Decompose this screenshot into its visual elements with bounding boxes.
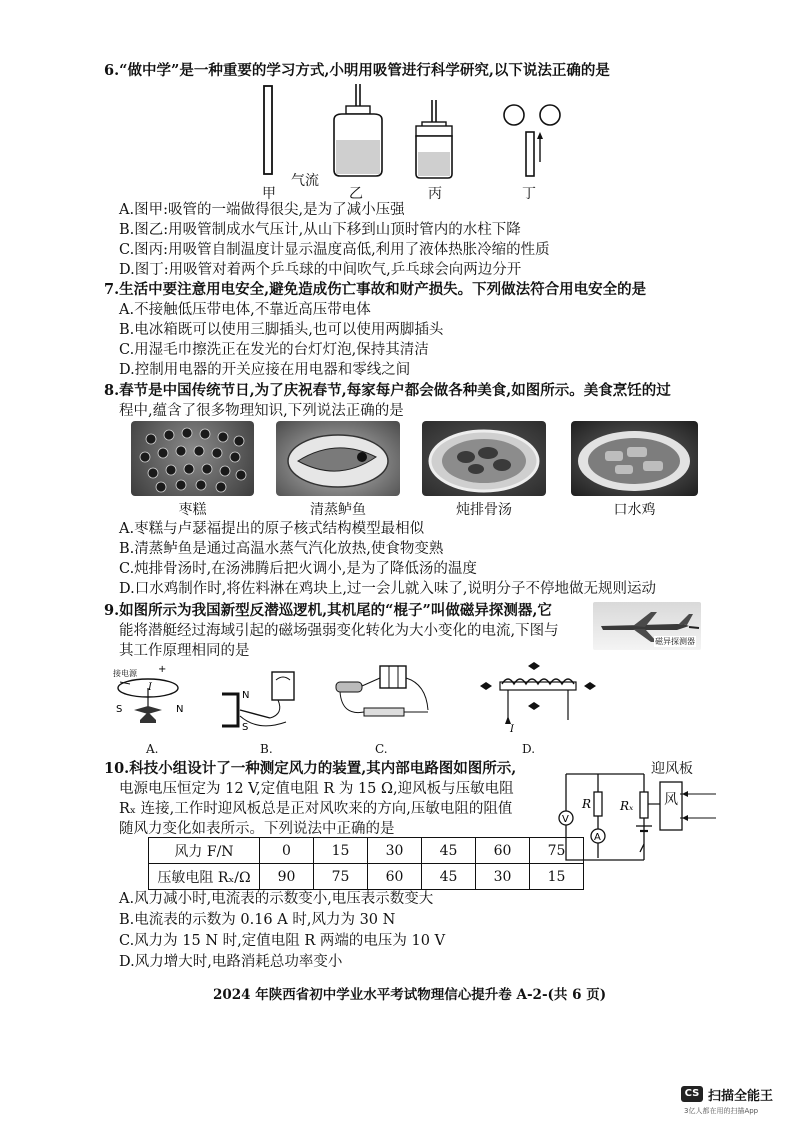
q8-option-d: D.口水鸡制作时,将佐料淋在鸡块上,过一会儿就入味了,说明分子不停地做无规则运动 <box>119 581 657 597</box>
q8-option-a: A.枣糕与卢瑟福提出的原子核式结构模型最相似 <box>119 521 425 537</box>
q9-fig-label-c: C. <box>375 742 388 756</box>
q10-stem-line4: 随风力变化如表所示。下列说法中正确的是 <box>119 821 395 837</box>
q8-stem-line1: 8.春节是中国传统节日,为了庆祝春节,每家每户都会做各种美食,如图所示。美食烹饪的过 <box>104 382 671 399</box>
q10-stem-line2: 电源电压恒定为 12 V,定值电阻 R 为 15 Ω,迎风板与压敏电阻 <box>119 781 514 797</box>
photo-rib-soup <box>422 421 546 496</box>
fig-label-jia: 甲 <box>262 186 276 202</box>
svg-text:A: A <box>594 832 601 843</box>
table-cell: 30 <box>368 838 422 864</box>
q9-figures <box>110 660 590 742</box>
q6-option-c: C.图丙:用吸管自制温度计显示温度高低,利用了液体热胀冷缩的性质 <box>119 242 550 258</box>
camscanner-logo-icon: CS <box>681 1086 703 1102</box>
q7-option-d: D.控制用电器的开关应接在用电器和零线之间 <box>119 362 411 378</box>
q9-fig-label-b: B. <box>260 742 273 756</box>
force-resistance-table <box>148 837 584 890</box>
photo-caption-rib-soup: 炖排骨汤 <box>456 502 512 518</box>
table-header-force: 风力 F/N <box>149 838 260 864</box>
page-footer: 2024 年陕西省初中学业水平考试物理信心提升卷 A-2-(共 6 页) <box>213 987 607 1003</box>
q9-fig-label-d: D. <box>522 742 536 756</box>
photo-steamed-fish <box>276 421 400 496</box>
watermark-title: 扫描全能王 <box>708 1089 774 1104</box>
q10-wind-label: 风 <box>664 792 678 808</box>
photo-jujube-cake <box>131 421 254 496</box>
q10-stem-line1: 10.科技小组设计了一种测定风力的装置,其内部电路图如图所示, <box>104 760 517 777</box>
svg-text:R: R <box>582 797 592 811</box>
svg-text:+: + <box>158 664 167 675</box>
table-cell: 60 <box>368 864 422 890</box>
fig-label-bing: 丙 <box>428 186 442 202</box>
q10-option-a: A.风力减小时,电流表的示数变小,电压表示数变大 <box>119 891 434 907</box>
airflow-label: 气流 <box>291 173 319 189</box>
q8-option-c: C.炖排骨汤时,在汤沸腾后把火调小,是为了降低汤的温度 <box>119 561 477 577</box>
table-cell: 45 <box>422 838 476 864</box>
q9-stem-line2: 能将潜艇经过海域引起的磁场强弱变化转化为大小变化的电流,下图与 <box>119 623 559 639</box>
q8-stem-line2: 程中,蕴含了很多物理知识,下列说法正确的是 <box>119 403 404 419</box>
table-cell: 0 <box>260 838 314 864</box>
q10-option-d: D.风力增大时,电路消耗总功率变小 <box>119 954 343 970</box>
table-row <box>149 838 584 864</box>
q10-stem-line3: Rₓ 连接,工作时迎风板总是正对风吹来的方向,压敏电阻的阻值 <box>119 801 513 817</box>
q9-stem-line1: 9.如图所示为我国新型反潜巡逻机,其机尾的“棍子”叫做磁异探测器,它 <box>104 602 552 619</box>
q9-stem-line3: 其工作原理相同的是 <box>119 643 250 659</box>
q6-stem: 6.“做中学”是一种重要的学习方式,小明用吸管进行科学研究,以下说法正确的是 <box>104 62 610 79</box>
svg-text:I: I <box>148 682 152 693</box>
photo-mouthwatering-chicken <box>571 421 698 496</box>
q9-fig-label-a: A. <box>146 742 159 756</box>
q9-fig-a-power-label: 接电源 <box>113 669 137 678</box>
svg-text:I: I <box>510 724 514 735</box>
table-cell: 45 <box>422 864 476 890</box>
photo-caption-steamed-fish: 清蒸鲈鱼 <box>310 502 366 518</box>
q10-option-c: C.风力为 15 N 时,定值电阻 R 两端的电压为 10 V <box>119 933 446 949</box>
svg-text:S: S <box>242 722 249 733</box>
svg-text:Rₓ: Rₓ <box>620 799 634 813</box>
fig-label-yi: 乙 <box>349 186 363 202</box>
table-cell: 60 <box>476 838 530 864</box>
q6-option-a: A.图甲:吸管的一端做得很尖,是为了减小压强 <box>119 202 405 218</box>
q10-board-label: 迎风板 <box>651 761 693 777</box>
svg-text:S: S <box>116 704 123 715</box>
q7-stem: 7.生活中要注意用电安全,避免造成伤亡事故和财产损失。下列做法符合用电安全的是 <box>104 281 647 298</box>
q7-option-b: B.电冰箱既可以使用三脚插头,也可以使用两脚插头 <box>119 322 444 338</box>
q7-option-c: C.用湿毛巾擦洗正在发光的台灯灯泡,保持其清洁 <box>119 342 429 358</box>
table-cell: 90 <box>260 864 314 890</box>
photo-caption-chicken: 口水鸡 <box>613 502 656 518</box>
table-cell: 15 <box>314 838 368 864</box>
photo-caption-jujube-cake: 枣糕 <box>178 502 207 518</box>
svg-text:N: N <box>242 690 250 701</box>
svg-text:V: V <box>562 814 569 825</box>
table-cell: 15 <box>530 864 584 890</box>
q6-option-d: D.图丁:用吸管对着两个乒乓球的中间吹气,乒乓球会向两边分开 <box>119 262 522 278</box>
q6-option-b: B.图乙:用吸管制成水气压计,从山下移到山顶时管内的水柱下降 <box>119 222 521 238</box>
table-row <box>149 864 584 890</box>
table-cell: 75 <box>530 838 584 864</box>
watermark-subtitle: 3亿人都在用的扫描App <box>684 1107 759 1115</box>
plane-detector-label: 磁异探测器 <box>655 637 695 646</box>
fig-label-ding: 丁 <box>522 186 536 202</box>
table-cell: 30 <box>476 864 530 890</box>
q8-option-b: B.清蒸鲈鱼是通过高温水蒸气汽化放热,使食物变熟 <box>119 541 444 557</box>
q10-option-b: B.电流表的示数为 0.16 A 时,风力为 30 N <box>119 912 396 928</box>
svg-text:N: N <box>176 704 184 715</box>
table-header-resistance: 压敏电阻 Rₓ/Ω <box>149 864 260 890</box>
table-cell: 75 <box>314 864 368 890</box>
q7-option-a: A.不接触低压带电体,不靠近高压带电体 <box>119 302 371 318</box>
